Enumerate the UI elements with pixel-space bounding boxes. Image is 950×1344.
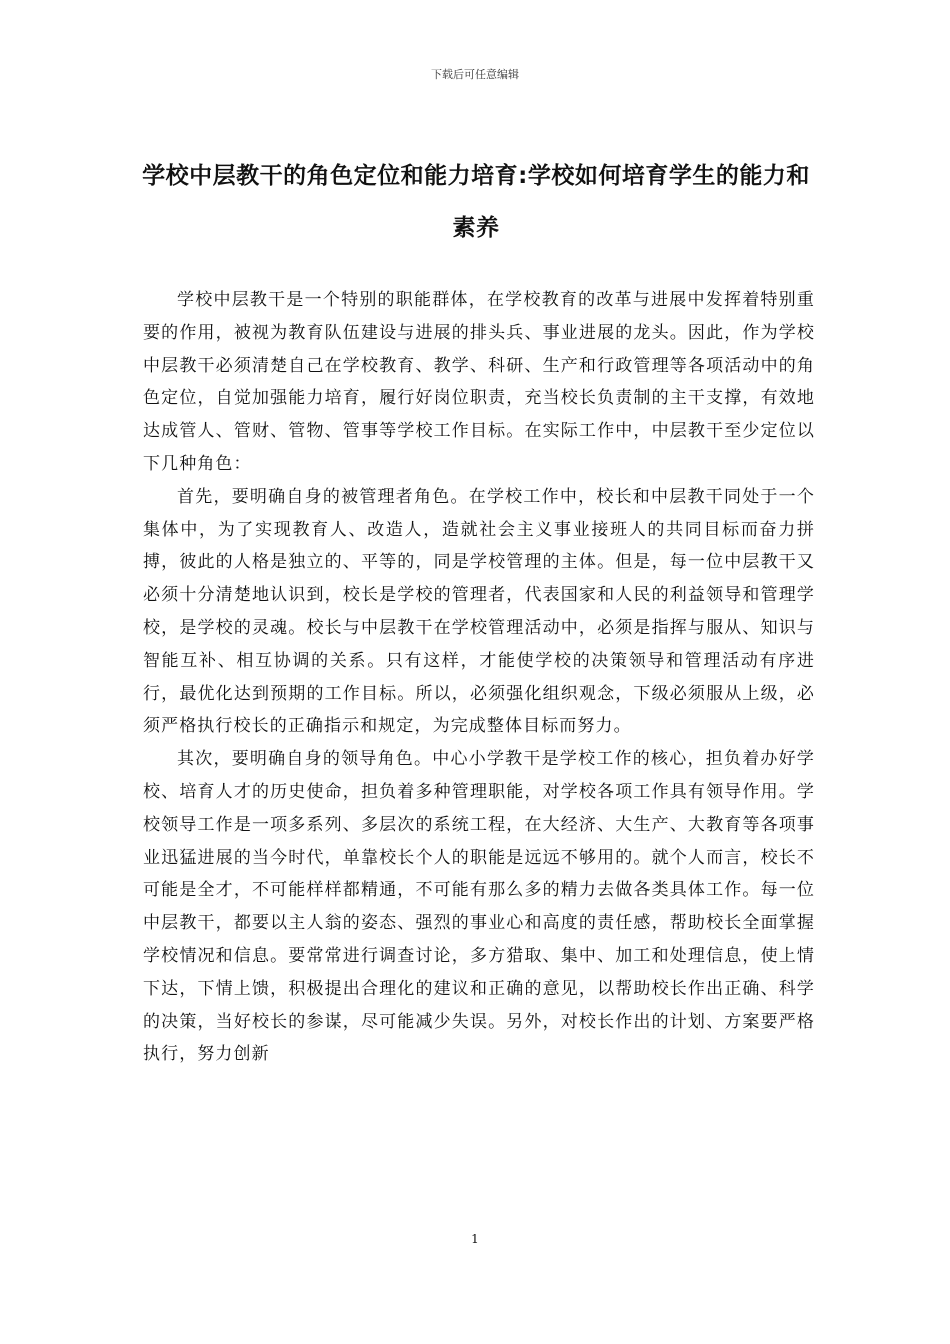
document-body bbox=[143, 284, 815, 1071]
paragraph-intro: 学校中层教干是一个特别的职能群体，在学校教育的改革与进展中发挥着特别重要的作用，被视为教育队伍建设与进展的排头兵、事业进展的龙头。因此，作为学校中层教干必须清楚自己在学校教育、教学、科研、生产和行政管理等各项活动中的角色定位，自觉加强能力培育，履行好岗位职责，充当校长负责制的主干支撑，有效地达成管人、管财、管物、管事等学校工作目标。在实际工作中，中层教干至少定位以下几种角色： bbox=[143, 290, 815, 474]
paragraph-second-role: 其次，要明确自身的领导角色。中心小学教干是学校工作的核心，担负着办好学校、培育人才的历史使命，担负着多种管理职能，对学校各项工作具有领导作用。学校领导工作是一项多系列、多层次的系统工程，在大经济、大生产、大教育等各项事业迅猛进展的当今时代，单靠校长个人的职能是远远不够用的。就个人而言，校长不可能是全才，不可能样样都精通，不可能有那么多的精力去做各类具体工作。每一位中层教干，都要以主人翁的姿态、强烈的事业心和高度的责任感，帮助校长全面掌握学校情况和信息。要常常进行调查讨论，多方猎取、集中、加工和处理信息，使上情下达，下情上馈，积极提出合理化的建议和正确的意见，以帮助校长作出正确、科学的决策，当好校长的参谋，尽可能减少失误。另外，对校长作出的计划、方案要严格执行，努力创新 bbox=[143, 749, 815, 1065]
paragraph-first-role: 首先，要明确自身的被管理者角色。在学校工作中，校长和中层教干同处于一个集体中，为了实现教育人、改造人，造就社会主义事业接班人的共同目标而奋力拼搏，彼此的人格是独立的、平等的，同是学校管理的主体。但是，每一位中层教干又必须十分清楚地认识到，校长是学校的管理者，代表国家和人民的利益领导和管理学校，是学校的灵魂。校长与中层教干在学校管理活动中，必须是指挥与服从、知识与智能互补、相互协调的关系。只有这样，才能使学校的决策领导和管理活动有序进行，最优化达到预期的工作目标。所以，必须强化组织观念，下级必须服从上级，必须严格执行校长的正确指示和规定，为完成整体目标而努力。 bbox=[143, 486, 815, 737]
header-note: 下载后可任意编辑 bbox=[431, 68, 519, 81]
page-number: 1 bbox=[471, 1232, 479, 1246]
document-title: 学校中层教干的角色定位和能力培育:学校如何培育学生的能力和素养 bbox=[142, 163, 810, 241]
